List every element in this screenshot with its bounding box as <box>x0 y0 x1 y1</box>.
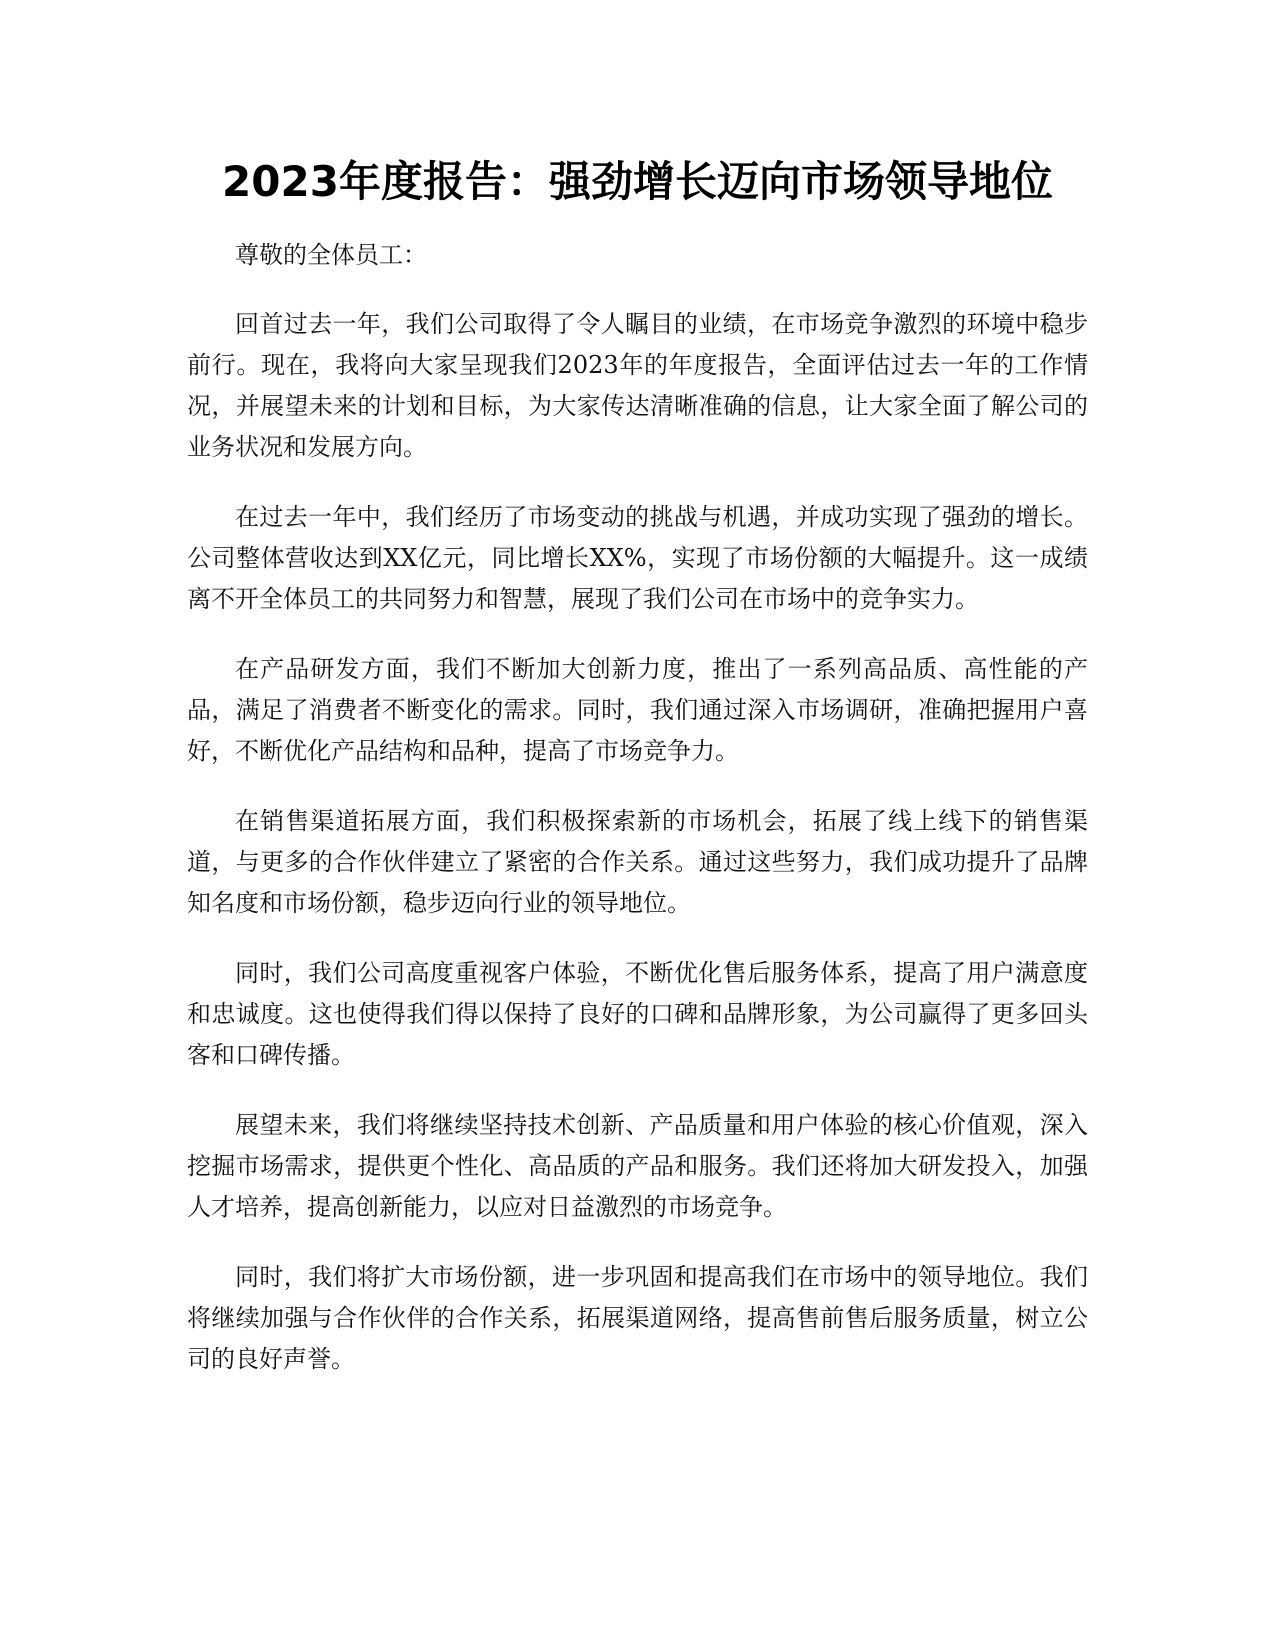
greeting-paragraph: 尊敬的全体员工： <box>235 241 427 269</box>
document-title: 2023年度报告：强劲增长迈向市场领导地位 <box>222 157 1053 206</box>
body-paragraph-4: 在销售渠道拓展方面，我们积极探索新的市场机会，拓展了线上线下的销售渠道，与更多的合作伙伴建立了紧密的合作关系。通过这些努力，我们成功提升了品牌知名度和市场份额，稳步迈向行业的领导地位。 <box>187 807 1088 917</box>
body-paragraph-6: 展望未来，我们将继续坚持技术创新、产品质量和用户体验的核心价值观，深入挖掘市场需求，提供更个性化、高品质的产品和服务。我们还将加大研发投入，加强人才培养，提高创新能力，以应对日益激烈的市场竞争。 <box>187 1111 1088 1221</box>
document-body <box>187 235 1088 1409</box>
body-paragraph-5: 同时，我们公司高度重视客户体验，不断优化售后服务体系，提高了用户满意度和忠诚度。这也使得我们得以保持了良好的口碑和品牌形象，为公司赢得了更多回头客和口碑传播。 <box>187 959 1088 1069</box>
body-paragraph-7: 同时，我们将扩大市场份额，进一步巩固和提高我们在市场中的领导地位。我们将继续加强与合作伙伴的合作关系，拓展渠道网络，提高售前售后服务质量，树立公司的良好声誉。 <box>187 1263 1088 1373</box>
body-paragraph-3: 在产品研发方面，我们不断加大创新力度，推出了一系列高品质、高性能的产品，满足了消费者不断变化的需求。同时，我们通过深入市场调研，准确把握用户喜好，不断优化产品结构和品种，提高了市场竞争力。 <box>187 655 1088 765</box>
body-paragraph-1: 回首过去一年，我们公司取得了令人瞩目的业绩，在市场竞争激烈的环境中稳步前行。现在，我将向大家呈现我们2023年的年度报告，全面评估过去一年的工作情况，并展望未来的计划和目标，为大家传达清晰准确的信息，让大家全面了解公司的业务状况和发展方向。 <box>187 310 1088 461</box>
body-paragraph-2: 在过去一年中，我们经历了市场变动的挑战与机遇，并成功实现了强劲的增长。公司整体营收达到XX亿元，同比增长XX%，实现了市场份额的大幅提升。这一成绩离不开全体员工的共同努力和智慧，展现了我们公司在市场中的竞争实力。 <box>187 503 1088 613</box>
